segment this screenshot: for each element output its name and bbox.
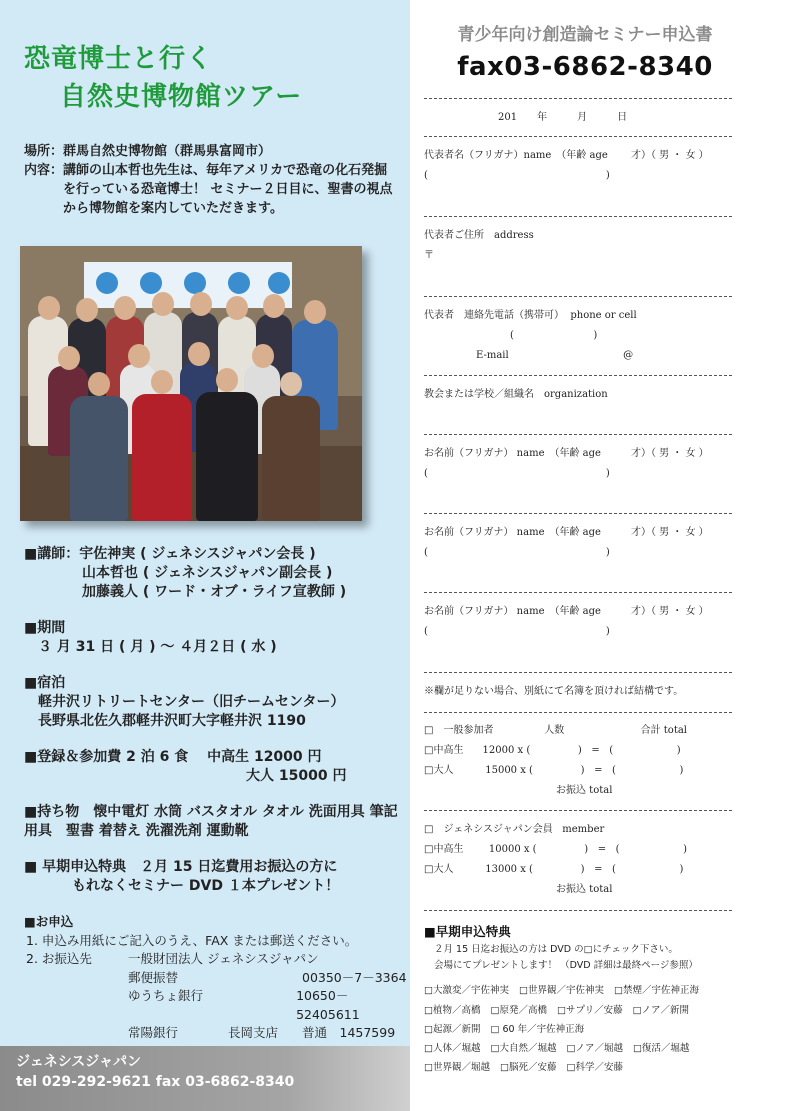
fee-section xyxy=(24,748,408,786)
rep-name-field[interactable]: ( ) xyxy=(424,170,610,181)
member-student-row[interactable]: □中高生 10000 x ( ) = ( ) xyxy=(424,844,687,855)
dvd-row xyxy=(424,982,744,996)
lodging-label: ■宿泊 xyxy=(24,675,66,691)
content-label: 内容： xyxy=(24,163,64,178)
dvd-checkbox[interactable]: □原発／高橋 xyxy=(490,1005,547,1016)
period-value: ３ 月 31 日 ( 月 ) ～ ４月２日 ( 水 ) xyxy=(38,639,277,655)
items-label: ■持ち物 xyxy=(24,804,94,820)
early-bird-line-1: ■ 早期申込特典 ２月 15 日迄費用お振込の方に xyxy=(24,859,338,875)
items-value: 懐中電灯 水筒 バスタオル タオル 洗面用具 筆記用具 聖書 着替え 洗濯洗剤 運動靴 xyxy=(24,804,398,839)
dvd-checkbox[interactable]: □世界観／堀越 xyxy=(424,1062,490,1073)
bank-branch: 長岡支店 xyxy=(228,1025,279,1040)
form-title: 青少年向け創造論セミナー申込書 xyxy=(457,25,713,45)
event-info xyxy=(24,142,394,218)
general-total: お振込 total xyxy=(556,785,613,796)
title-line-1: 恐竜博士と行く xyxy=(24,44,214,74)
dvd-checkbox[interactable]: □脳死／安藤 xyxy=(499,1062,557,1073)
dvd-row xyxy=(424,1002,744,1016)
general-header[interactable]: □ 一般参加者 人数 合計 total xyxy=(424,725,687,736)
event-details xyxy=(24,545,408,913)
dvd-checkbox[interactable]: □科学／安藤 xyxy=(566,1062,623,1073)
general-adult-row[interactable]: □大人 15000 x ( ) = ( ) xyxy=(424,765,684,776)
lecturers-section xyxy=(24,545,408,602)
phone-field[interactable]: ( ) xyxy=(510,330,598,341)
dvd-row xyxy=(424,1059,744,1073)
dvd-checkbox[interactable]: □世界観／宇佐神実 xyxy=(518,985,604,996)
dvd-checkbox[interactable]: □禁煙／宇佐神正海 xyxy=(613,985,699,996)
member-header[interactable]: □ ジェネシスジャパン会員 member xyxy=(424,824,605,835)
apply-step-1: 1. 申込み用紙にご記入のうえ、FAX または郵送ください。 xyxy=(26,932,358,948)
bank-row xyxy=(24,969,408,988)
footer-contact: tel 029-292-9621 fax 03-6862-8340 xyxy=(16,1074,295,1090)
fee-student: ■登録＆参加費 2 泊 6 食 中高生 12000 円 xyxy=(24,749,322,765)
note-text: ※欄が足りない場合、別紙にて名簿を頂ければ結構です。 xyxy=(424,686,684,697)
event-title xyxy=(24,40,404,116)
apply-step-2-label: 2. お振込先 xyxy=(26,951,92,966)
early-bird-line-2: もれなくセミナー DVD １本プレゼント！ xyxy=(72,878,340,894)
title-line-2: 自然史博物館ツアー xyxy=(60,82,303,112)
bank-branch xyxy=(228,969,302,988)
lecturer-label: ■講師： xyxy=(24,546,80,562)
application-form xyxy=(410,0,786,1111)
participant-name-label: お名前（フリガナ） name （年齢 age 才）（ 男 ・ 女 ） xyxy=(424,606,709,617)
lecturer-3: 加藤義人 ( ワード・オブ・ライフ宣教師 ) xyxy=(82,584,347,600)
participant-name-label: お名前（フリガナ） name （年齢 age 才）（ 男 ・ 女 ） xyxy=(424,448,709,459)
lecturer-2: 山本哲也 ( ジェネシスジャパン副会長 ) xyxy=(82,565,333,581)
application-info xyxy=(24,913,408,1043)
apply-label: ■お申込 xyxy=(24,914,74,929)
bank-name: ゆうちょ銀行 xyxy=(128,988,204,1003)
bank-account: 00350－7－3364 xyxy=(302,969,407,985)
rep-phone-label: 代表者 連絡先電話（携帯可） phone or cell xyxy=(424,310,637,321)
fax-number: fax03-6862-8340 xyxy=(457,52,713,82)
fee-adult: 大人 15000 円 xyxy=(246,768,347,784)
contact-footer xyxy=(0,1046,410,1111)
items-section xyxy=(24,803,408,841)
benefit-text-1: ２月 15 日迄お振込の方は DVD の□にチェック下さい。 xyxy=(434,944,678,955)
lodging-name: 軽井沢リトリートセンター（旧チームセンター） xyxy=(38,694,345,710)
apply-org: 一般財団法人 ジェネシスジャパン xyxy=(128,951,319,966)
place-value: 群馬自然史博物館（群馬県富岡市） xyxy=(63,144,272,159)
bank-row xyxy=(24,987,408,1024)
postal-field[interactable]: 〒 xyxy=(424,250,434,261)
dvd-checkbox[interactable]: □人体／堀越 xyxy=(424,1043,481,1054)
date-field[interactable]: 201 年 月 日 xyxy=(498,112,628,123)
participant-name-field[interactable]: ( ) xyxy=(424,468,610,479)
benefit-text xyxy=(434,942,698,974)
member-adult-row[interactable]: □大人 13000 x ( ) = ( ) xyxy=(424,864,684,875)
participant-name-label: お名前（フリガナ） name （年齢 age 才）（ 男 ・ 女 ） xyxy=(424,527,709,538)
bank-account: 普通 1457599 xyxy=(302,1025,396,1040)
dvd-checkbox[interactable]: □ノア／新開 xyxy=(632,1005,690,1016)
bank-name: 常陽銀行 xyxy=(128,1025,179,1040)
lodging-address: 長野県北佐久郡軽井沢町大字軽井沢 1190 xyxy=(38,713,306,729)
benefit-title: ■早期申込特典 xyxy=(424,924,511,939)
lodging-section xyxy=(24,674,408,731)
dvd-checkbox[interactable]: □ 60 年／宇佐神正海 xyxy=(490,1024,585,1035)
group-photo xyxy=(20,246,362,521)
content-value: 講師の山本哲也先生は、毎年アメリカで恐竜の化石発掘を行っている恐竜博士！ セミナー２日目に、聖書の視点から博物館を案内していただきます。 xyxy=(63,163,393,216)
dvd-checkbox[interactable]: □ノア／堀越 xyxy=(566,1043,623,1054)
benefit-text-2: 会場にてプレゼントします！ （DVD 詳細は最終ページ参照） xyxy=(434,960,698,971)
dvd-checkbox[interactable]: □復活／堀越 xyxy=(632,1043,690,1054)
organization-field[interactable]: 教会または学校／組織名 organization xyxy=(424,389,608,400)
dvd-checkbox[interactable]: □起源／新開 xyxy=(424,1024,481,1035)
bank-row xyxy=(24,1024,408,1043)
dvd-checkbox[interactable]: □大激変／宇佐神実 xyxy=(424,985,509,996)
place-label: 場所： xyxy=(24,144,64,159)
dvd-row xyxy=(424,1040,744,1054)
rep-name-label: 代表者名（フリガナ）name （年齢 age 才）（ 男 ・ 女 ） xyxy=(424,150,709,161)
general-student-row[interactable]: □中高生 12000 x ( ) = ( ) xyxy=(424,745,681,756)
dvd-row xyxy=(424,1021,744,1035)
dvd-checkbox[interactable]: □植物／高橋 xyxy=(424,1005,481,1016)
participant-name-field[interactable]: ( ) xyxy=(424,547,610,558)
rep-address-label: 代表者ご住所 address xyxy=(424,230,534,241)
bank-branch xyxy=(225,987,296,1024)
period-label: ■期間 xyxy=(24,620,66,636)
bank-name: 郵便振替 xyxy=(128,969,179,985)
early-bird-section xyxy=(24,858,408,896)
dvd-checkbox[interactable]: □サプリ／安藤 xyxy=(556,1005,623,1016)
period-section xyxy=(24,619,408,657)
member-total: お振込 total xyxy=(556,884,613,895)
dvd-checkbox[interactable]: □大自然／堀越 xyxy=(490,1043,557,1054)
bank-account: 10650－52405611 xyxy=(296,988,360,1022)
participant-name-field[interactable]: ( ) xyxy=(424,626,610,637)
email-field[interactable]: E-mail @ xyxy=(476,350,634,361)
lecturer-1: 宇佐神実 ( ジェネシスジャパン会長 ) xyxy=(79,546,316,562)
footer-org-name: ジェネシスジャパン xyxy=(16,1054,142,1070)
